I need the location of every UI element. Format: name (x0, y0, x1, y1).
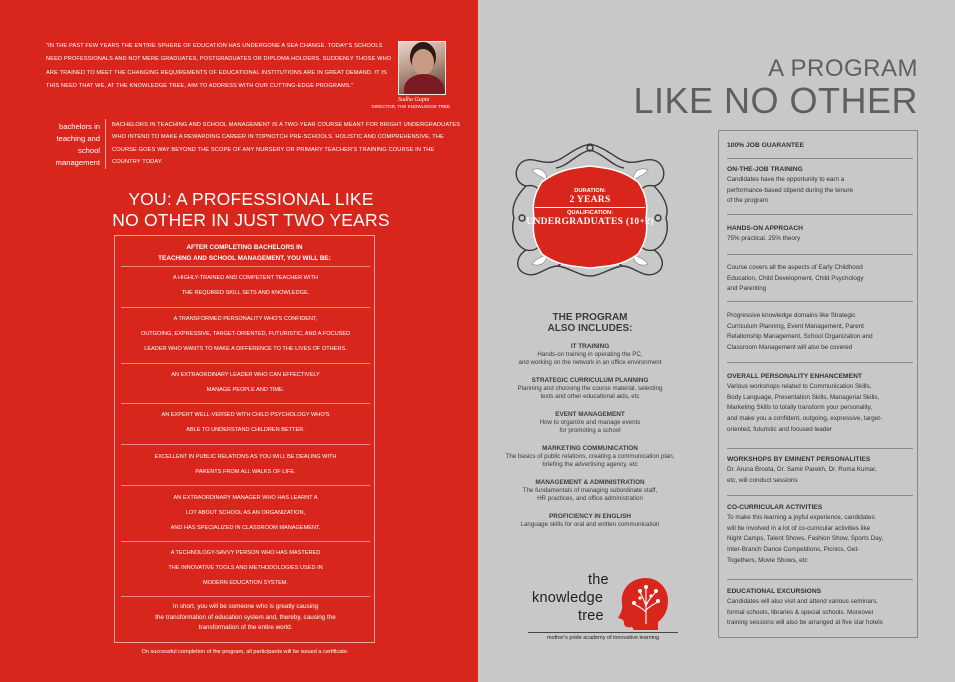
medallion-rule (535, 207, 645, 208)
benefit-text: Night Camps, Talent Shows, Fashion Show, Sports Day, (727, 535, 884, 543)
includes-title (520, 312, 660, 334)
outcome-item (121, 312, 370, 357)
benefit-heading: EDUCATIONAL EXCURSIONS (727, 588, 822, 595)
include-heading: MANAGEMENT & ADMINISTRATION (535, 479, 645, 486)
benefit-heading: HANDS-ON APPROACH (727, 225, 803, 232)
summary-line: In short, you will be someone who is greatly causing (172, 603, 319, 610)
outcomes-heading-line1: AFTER COMPLETING BACHELORS IN (186, 244, 303, 251)
benefit-heading: OVERALL PERSONALITY ENHANCEMENT (727, 373, 863, 380)
benefits-rule (727, 254, 913, 255)
certificate-note: On successful completion of the program, all participants will be issued a certificate. (141, 649, 349, 655)
benefit-text: Various workshops related to Communication Skills, (727, 383, 872, 390)
benefit-text: Course covers all the aspects of Early Childhood (727, 264, 863, 271)
director-photo (398, 41, 446, 95)
include-item (490, 478, 690, 504)
outcome-item (121, 491, 370, 536)
includes-title-line1: THE PROGRAM (552, 312, 628, 323)
benefit-text: Classroom Management will also be covered (727, 344, 853, 352)
outcome-text: EXCELLENT IN PUBLIC RELATIONS AS YOU WILL BE DEALING WITH (154, 454, 337, 460)
outcomes-rule (121, 444, 370, 445)
benefit-text: performance-based stipend during the tenure (727, 186, 854, 194)
benefit-text: formal schools, libraries & special schools. Moreover (727, 608, 874, 616)
on-the-job-training (727, 165, 913, 207)
outcome-text: THE REQUIRED SKILL SETS AND KNOWLEDGE. (181, 290, 310, 296)
outcome-item (121, 408, 370, 438)
program-title-line2: LIKE NO OTHER (633, 80, 918, 121)
duration-label: DURATION: (574, 188, 606, 194)
include-item (490, 410, 690, 436)
workshops (727, 455, 913, 486)
include-desc: Language skills for oral and written communication (520, 521, 660, 528)
outcome-text: A TRANSFORMED PERSONALITY WHO'S CONFIDENT, (173, 316, 318, 322)
benefit-text: Togethers, Movie Shows, etc (727, 556, 808, 564)
outcome-item (121, 546, 370, 591)
benefit-heading: ON-THE-JOB TRAINING (727, 166, 803, 173)
benefit-heading: WORKSHOPS BY EMINENT PERSONALITIES (727, 456, 871, 463)
outcomes-summary (121, 602, 370, 634)
director-name: Sudha Gupta (398, 97, 430, 103)
outcome-text: LOT ABOUT SCHOOL AS AN ORGANIZATION, (185, 510, 306, 516)
knowledge-tree-logo (520, 572, 690, 642)
outcome-text: AND HAS SPECIALIZED IN CLASSROOM MANAGEMENT. (170, 525, 321, 531)
outcome-text: AN EXTRAORDINARY MANAGER WHO HAS LEARNT A (173, 495, 318, 501)
outcome-text: MANAGE PEOPLE AND TIME. (206, 387, 285, 393)
includes-title-line2: ALSO INCLUDES: (547, 323, 633, 334)
include-heading: STRATEGIC CURRICULUM PLANNING (531, 377, 649, 384)
outcomes-rule (121, 485, 370, 486)
include-heading: PROFICIENCY IN ENGLISH (549, 513, 631, 520)
divider (105, 119, 106, 169)
benefit-text: Education, Child Development, Child Psychology (727, 274, 864, 282)
include-desc: and working on the network in an office environment (518, 359, 662, 367)
headline (96, 189, 406, 231)
course-coverage (727, 263, 913, 295)
outcome-text: AN EXTRAORDINARY LEADER WHO CAN EFFECTIVELY (171, 372, 320, 378)
tree-head-icon (616, 576, 670, 630)
benefit-text: Candidates have the opportunity to earn a (727, 176, 845, 183)
include-item (490, 376, 690, 402)
hands-on-approach (727, 224, 913, 245)
benefit-text: and Parenting (727, 285, 767, 293)
outcomes-rule (121, 596, 370, 597)
include-desc: How to organize and manage events (539, 419, 641, 426)
include-desc: briefing the advertising agency, etc (542, 461, 638, 469)
outcome-item (121, 271, 370, 301)
benefit-text: 75% practical, 25% theory (727, 235, 801, 242)
logo-word-the: the (588, 572, 609, 588)
benefit-text: To make this learning a joyful experience, candidates (727, 514, 875, 521)
benefits-box (718, 130, 918, 638)
personality-enhancement (727, 372, 913, 436)
outcome-item (121, 368, 370, 398)
benefit-text: of the program (727, 197, 768, 205)
qualification-label: QUALIFICATION: (566, 210, 614, 216)
benefit-text: and make you a confident, outgoing, expressive, target- (727, 415, 883, 423)
educational-excursions (727, 587, 913, 629)
director-role: DIRECTOR, THE KNOWLEDGE TREE (371, 104, 450, 109)
benefit-text: Body Language, Presentation Skills, Managerial Skills, (727, 393, 880, 401)
include-desc: The fundamentals of managing subordinate staff, (522, 487, 658, 494)
duration-value: 2 YEARS (569, 195, 611, 205)
outcome-text: THE INNOVATIVE TOOLS AND METHODOLOGIES USED IN (168, 565, 323, 571)
benefit-text: Curriculum Planning, Event Management, Parent (727, 322, 864, 330)
benefit-text: etc, will conduct sessions (727, 476, 798, 484)
outcome-text: OUTGOING, EXPRESSIVE, TARGET-ORIENTED, FUTURISTIC, AND A FOCUSED (140, 331, 351, 337)
benefits-rule (727, 301, 913, 302)
outcomes-rule (121, 403, 370, 404)
benefit-heading: CO-CURRICULAR ACTIVITIES (727, 504, 823, 511)
director-quote: "IN THE PAST FEW YEARS THE ENTIRE SPHERE OF EDUCATION HAS UNDERGONE A SEA CHANGE. TODAY'S SCHOOLS NEED PROFESSIONALS AND NOT MERE GRADUATES, POSTGRADUATES OR DIPLOMA HOLDERS. SUDDENLY THOSE WHO ARE TRAINED TO MEET THE CHANGING REQUIREMENTS OF EDUCATIONAL INSTITUTIONS ARE IN GREAT DEMAND. IT IS THIS NEED THAT WE, AT THE KNOWLEDGE TREE, AIM TO ADDRESS WITH OUR CUTTING-EDGE PROGRAMS." (46, 43, 392, 90)
knowledge-domains (727, 311, 913, 354)
include-heading: EVENT MANAGEMENT (555, 411, 625, 418)
include-desc: HR practices, and office administration (537, 495, 643, 503)
outcome-text: A TECHNOLOGY-SAVVY PERSON WHO HAS MASTERED (170, 550, 321, 556)
outcome-text: PARENTS FROM ALL WALKS OF LIFE. (195, 469, 296, 475)
benefit-text: training sessions will also be arranged at five star hotels (727, 619, 883, 627)
benefit-text: Progressive knowledge domains like Strategic (727, 312, 856, 319)
outcomes-rule (121, 307, 370, 308)
outcome-text: MODERN EDUCATION SYSTEM. (202, 580, 289, 586)
intro-text: BACHELORS IN TEACHING AND SCHOOL MANAGEMENT IS A TWO-YEAR COURSE MEANT FOR BRIGHT UNDERGRADUATES WHO INTEND TO MAKE A REWARDING CAREER IN TOPNOTCH PRE-SCHOOLS. HOLISTIC AND COMPREHENSIVE, THE COURSE GOES WAY BEYOND THE SCOPE OF ANY NURSERY OR PRIMARY TEACHER'S TRAINING COURSE IN THE COUNTRY TODAY. (112, 122, 461, 166)
benefits-rule (727, 448, 913, 449)
logo-word-tree: tree (578, 608, 604, 624)
qualification-value: UNDERGRADUATES (10+2) (526, 217, 654, 227)
include-desc: Planning and choosing the course material, selecting (517, 385, 663, 392)
outcomes-rule (121, 266, 370, 267)
benefit-text: Relationship Management, School Organization and (727, 333, 873, 341)
include-desc: for promoting a school (559, 427, 621, 435)
outcomes-heading (115, 242, 374, 264)
co-curricular-activities (727, 503, 913, 567)
benefit-text: Marketing Skills to totally transform your personality, (727, 404, 873, 412)
logo-word-knowledge: knowledge (532, 590, 604, 606)
benefit-text: Inter-Branch Dance Competitions, Picnics, Get- (727, 546, 860, 554)
headline-line1: YOU: A PROFESSIONAL LIKE (128, 189, 374, 209)
benefits-rule (727, 495, 913, 496)
outcomes-rule (121, 541, 370, 542)
benefit-heading: 100% JOB GUARANTEE (727, 142, 804, 149)
side-label: bachelors in teaching and school management (55, 122, 100, 167)
headline-line2: NO OTHER IN JUST TWO YEARS (112, 210, 390, 230)
benefit-text: oriented, futuristic and focused leader (727, 425, 833, 433)
benefits-rule (727, 579, 913, 580)
benefit-text: Dr. Aruna Broota, Dr. Samir Parekh, Dr. Roma Kumar, (727, 466, 877, 473)
job-guarantee (727, 141, 913, 151)
medallion-text (520, 188, 660, 228)
program-title-line1: A PROGRAM (768, 55, 918, 82)
benefits-rule (727, 214, 913, 215)
include-item (490, 342, 690, 368)
outcome-text: A HIGHLY-TRAINED AND COMPETENT TEACHER WITH (173, 275, 318, 281)
outcome-text: AN EXPERT WELL-VERSED WITH CHILD PSYCHOLOGY WHO'S (161, 412, 330, 418)
logo-tagline: mother's pride academy of innovative learning (528, 632, 678, 641)
include-item (490, 512, 690, 529)
include-desc: Hands-on training in operating the PC, (537, 351, 643, 358)
outcome-text: ABLE TO UNDERSTAND CHILDREN BETTER. (186, 427, 305, 433)
benefits-rule (727, 158, 913, 159)
include-heading: MARKETING COMMUNICATION (542, 445, 638, 452)
outcomes-box (114, 235, 375, 643)
outcomes-rule (121, 363, 370, 364)
include-heading: IT TRAINING (570, 343, 610, 350)
benefits-rule (727, 362, 913, 363)
include-desc: texts and other educational aids, etc (540, 393, 640, 401)
outcome-text: LEADER WHO WANTS TO MAKE A DIFFERENCE TO THE LIVES OF OTHERS. (144, 346, 347, 352)
outcome-item (121, 450, 370, 480)
outcomes-heading-line2: TEACHING AND SCHOOL MANAGEMENT, YOU WILL BE: (158, 255, 331, 262)
summary-line: transformation of the entire world. (198, 624, 293, 631)
include-item (490, 444, 690, 470)
benefit-text: Candidates will also visit and attend various seminars, (727, 598, 878, 605)
include-desc: The basics of public relations, creating a communication plan, (505, 453, 675, 460)
summary-line: the transformation of education system and, thereby, causing the (155, 613, 336, 621)
benefit-text: will be involved in a lot of co-curricular activities like (727, 524, 871, 532)
